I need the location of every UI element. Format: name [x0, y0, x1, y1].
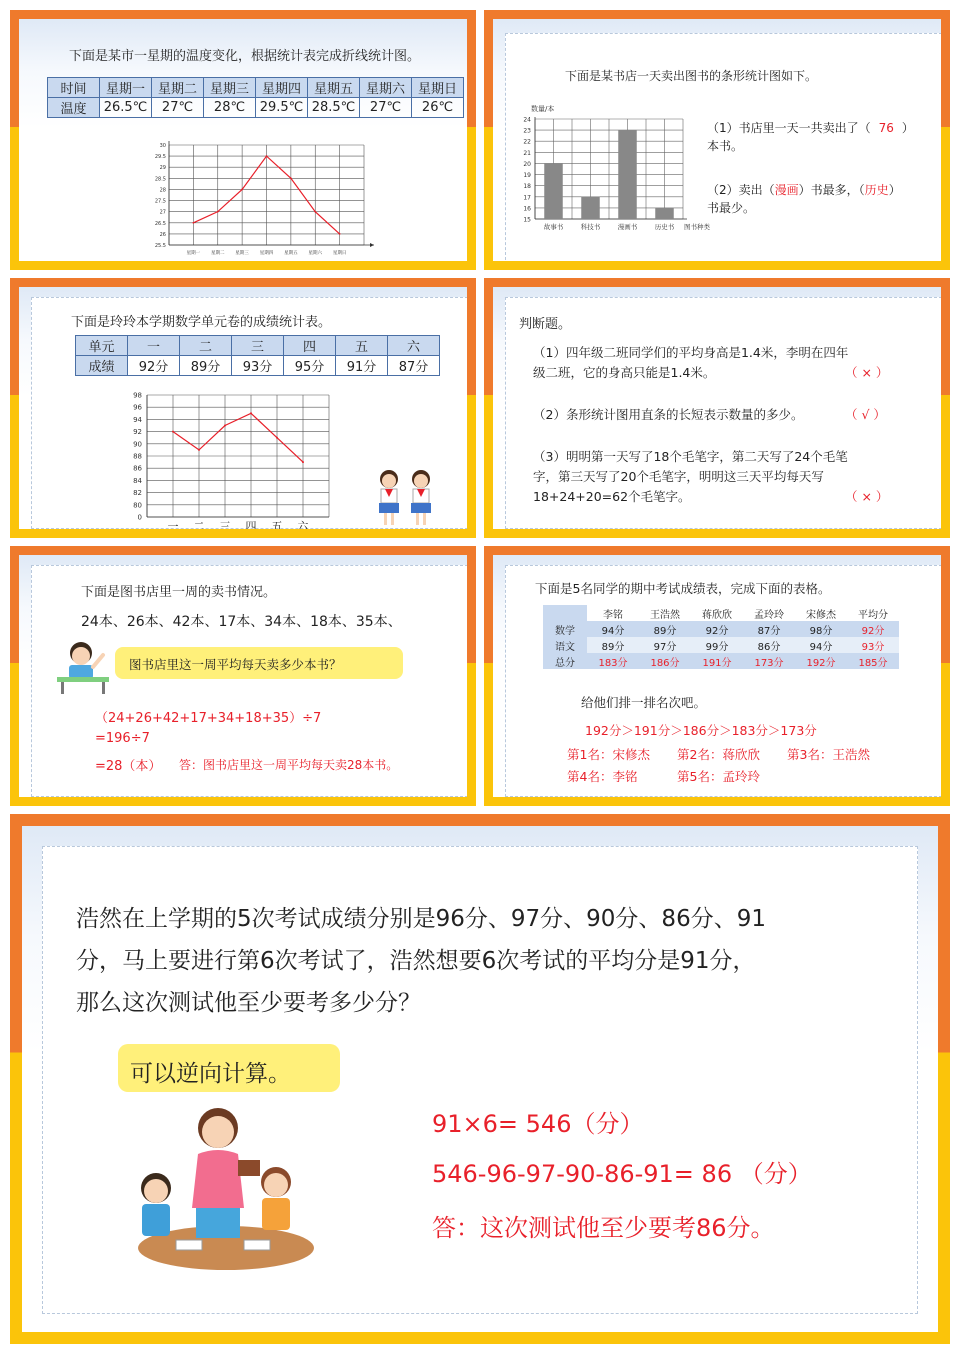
- hint-text: 可以逆向计算。: [130, 1061, 291, 1087]
- data-point: [266, 155, 268, 157]
- y-tick-label: 29: [159, 165, 166, 172]
- table-cell: 93分: [232, 356, 284, 376]
- table-cell: 数学: [543, 621, 587, 637]
- x-tick-label: 星期日: [332, 251, 347, 256]
- slide-content: [19, 287, 467, 532]
- temperature-table: [47, 77, 464, 118]
- data-point: [192, 222, 194, 224]
- x-tick-label: 二: [193, 520, 205, 532]
- q2-text: （2）卖出（: [707, 183, 775, 197]
- book-bar-chart: [513, 101, 713, 236]
- tf-item-2-mark: （ √ ）: [845, 407, 886, 422]
- table-cell: 86分: [743, 637, 795, 653]
- book-sales-list: 24本、26本、42本、17本、34本、18本、35本、: [81, 614, 402, 630]
- data-point: [198, 449, 200, 451]
- table-cell: 87分: [743, 621, 795, 637]
- temperature-line-chart: [139, 137, 379, 261]
- table-cell-answer: 192分: [795, 653, 847, 669]
- y-tick-label: 19: [523, 172, 531, 180]
- table-header-cell: 一: [128, 336, 180, 356]
- table-cell: 97分: [639, 637, 691, 653]
- y-tick-label: 27.5: [154, 198, 166, 205]
- rank-5: 第5名：孟玲玲: [677, 769, 760, 784]
- table-header-cell: 单元: [76, 336, 128, 356]
- q2-answer-least: 历史: [864, 183, 889, 197]
- table-cell: 87分: [388, 356, 440, 376]
- rank-2: 第2名：蒋欣欣: [677, 747, 760, 762]
- exam-score-table: [543, 605, 899, 669]
- tf-item-2-line1: （2）条形统计图用直条的长短表示数量的多少。: [533, 407, 804, 422]
- rank-3: 第3名：王浩然: [787, 747, 870, 762]
- data-point: [172, 431, 174, 433]
- table-header-cell: 星期六: [360, 78, 412, 98]
- slide-temperature: [10, 10, 476, 270]
- bar: [655, 208, 674, 219]
- x-tick-label: 星期四: [259, 251, 274, 256]
- score-order: 192分＞191分＞186分＞183分＞173分: [585, 723, 817, 738]
- y-tick-label: 17: [523, 194, 531, 202]
- problem-line-1: 浩然在上学期的5次考试成绩分别是96分、97分、90分、86分、91: [76, 906, 766, 932]
- tf-item-1-line2: 级二班，它的身高只能是1.4米。: [533, 365, 716, 380]
- slide1-prompt: 下面是某市一星期的温度变化，根据统计表完成折线统计图。: [69, 49, 421, 64]
- table-cell: 94分: [795, 637, 847, 653]
- table-cell: 92分: [128, 356, 180, 376]
- teacher-students-illustration: [126, 1098, 326, 1278]
- solution-step-1: （24+26+42+17+34+18+35）÷7: [95, 711, 322, 726]
- table-cell: 26℃: [412, 98, 464, 118]
- hint-bubble: [118, 1044, 340, 1092]
- table-cell-answer: 173分: [743, 653, 795, 669]
- table-header-cell: 蒋欣欣: [702, 609, 732, 621]
- tf-item-3-line2: 字，第三天写了20个毛笔字，明明这三天平均每天写: [533, 469, 824, 484]
- table-header-cell: 三: [232, 336, 284, 356]
- x-tick-label: 星期一: [186, 251, 201, 256]
- slide6-title: 下面是5名同学的期中考试成绩表，完成下面的表格。: [535, 581, 831, 596]
- q2-text-mid: ）书最多，（: [798, 183, 865, 197]
- solution-step-1: 91×6= 546（分）: [432, 1110, 644, 1138]
- table-cell: 89分: [587, 637, 639, 653]
- table-header-cell: 王浩然: [650, 609, 680, 621]
- table-cell-answer: 93分: [847, 637, 899, 653]
- slide2-title: 下面是某书店一天卖出图书的条形统计图如下。: [565, 69, 818, 83]
- table-cell: 成绩: [76, 356, 128, 376]
- slide2-q2: [707, 181, 901, 198]
- boy-illustration: [53, 637, 113, 695]
- table-header-cell: 星期五: [308, 78, 360, 98]
- slide5-title: 下面是图书店里一周的卖书情况。: [81, 585, 277, 600]
- data-point: [250, 412, 252, 414]
- table-header-cell: 星期二: [152, 78, 204, 98]
- x-tick-label: 六: [297, 520, 309, 532]
- slide-bookstore-average: [10, 546, 476, 806]
- table-cell: 92分: [691, 621, 743, 637]
- data-point: [217, 211, 219, 213]
- table-header-cell: 星期四: [256, 78, 308, 98]
- table-header-cell: 二: [180, 336, 232, 356]
- y-tick-label: 18: [523, 183, 531, 191]
- x-tick-label: 星期六: [308, 251, 322, 256]
- table-header-cell: 四: [284, 336, 336, 356]
- girls-illustration: [359, 467, 455, 529]
- slide-average-score-problem: [10, 814, 950, 1344]
- y-tick-label: 28: [159, 187, 166, 194]
- table-cell-answer: 92分: [847, 621, 899, 637]
- rank-prompt: 给他们排一排名次吧。: [581, 695, 707, 710]
- y-tick-label: 82: [133, 489, 142, 498]
- y-tick-label: 88: [133, 452, 142, 461]
- y-tick-label: 20: [523, 160, 531, 168]
- y-tick-label: 94: [133, 415, 142, 424]
- table-cell: 89分: [639, 621, 691, 637]
- slide-content: [493, 287, 941, 529]
- y-tick-label: 0: [137, 513, 142, 522]
- x-axis-arrow: [370, 243, 374, 247]
- y-tick-label: 24: [523, 116, 531, 124]
- x-tick-label: 历史书: [654, 223, 675, 231]
- data-point: [241, 189, 243, 191]
- x-tick-label: 三: [219, 520, 231, 532]
- table-cell: 95分: [284, 356, 336, 376]
- data-point: [224, 425, 226, 427]
- x-tick-label: 四: [245, 520, 257, 532]
- slide-true-false: [484, 278, 950, 538]
- y-tick-label: 96: [133, 403, 142, 412]
- x-tick-label: 星期三: [235, 251, 249, 256]
- rank-4: 第4名：李铭: [567, 769, 638, 784]
- table-cell: 总分: [543, 653, 587, 669]
- series-line: [173, 413, 303, 462]
- y-tick-label: 30: [159, 143, 166, 149]
- table-header-cell: 星期三: [204, 78, 256, 98]
- y-tick-label: 25.5: [154, 243, 166, 249]
- x-tick-label: 漫画书: [617, 223, 638, 231]
- x-tick-label: 故事书: [543, 223, 564, 231]
- solution-step-2: =196÷7: [95, 731, 150, 746]
- y-tick-label: 23: [523, 127, 531, 135]
- table-header-cell: 平均分: [858, 609, 888, 621]
- table-cell: 91分: [336, 356, 388, 376]
- y-tick-label: 22: [523, 138, 531, 146]
- y-tick-label: 27: [159, 209, 166, 216]
- x-tick-label: 科技书: [580, 223, 601, 231]
- y-tick-label: 28.5: [154, 176, 166, 183]
- table-cell: 26.5℃: [100, 98, 152, 118]
- score-line-chart: [119, 387, 339, 532]
- x-axis-label: 图书种类: [684, 223, 710, 231]
- table-cell: 28.5℃: [308, 98, 360, 118]
- table-header-cell: 孟玲玲: [754, 609, 784, 621]
- solution-answer: 答：这次测试他至少要考86分。: [432, 1214, 775, 1242]
- x-tick-label: 星期二: [211, 251, 225, 256]
- score-table: [75, 335, 440, 376]
- slide-math-scores: [10, 278, 476, 538]
- tf-item-3-line1: （3）明明第一天写了18个毛笔字，第二天写了24个毛笔: [533, 449, 848, 464]
- data-point: [339, 233, 341, 235]
- data-point: [290, 177, 292, 179]
- slide-content: [493, 19, 941, 261]
- y-tick-label: 29.5: [154, 154, 166, 161]
- y-tick-label: 21: [523, 149, 531, 157]
- slide2-q1-line2: 本书。: [707, 139, 744, 153]
- table-cell: 29.5℃: [256, 98, 308, 118]
- table-cell: 28℃: [204, 98, 256, 118]
- slide3-prompt: 下面是玲玲本学期数学单元卷的成绩统计表。: [71, 315, 332, 330]
- y-tick-label: 26: [159, 231, 166, 238]
- table-cell: 27℃: [152, 98, 204, 118]
- q1-text: （1）书店里一天一共卖出了（: [707, 121, 871, 135]
- question-bubble: [115, 647, 403, 679]
- table-cell: 94分: [587, 621, 639, 637]
- table-header-cell: [543, 605, 587, 621]
- table-cell: 98分: [795, 621, 847, 637]
- slide-book-bar: [484, 10, 950, 270]
- table-cell: 27℃: [360, 98, 412, 118]
- y-tick-label: 98: [133, 391, 142, 400]
- table-cell-answer: 183分: [587, 653, 639, 669]
- problem-line-3: 那么这次测试他至少要考多少分？: [76, 990, 421, 1016]
- table-header-cell: 星期日: [412, 78, 464, 98]
- data-point: [276, 437, 278, 439]
- table-cell: 99分: [691, 637, 743, 653]
- table-header-cell: 六: [388, 336, 440, 356]
- table-cell: 语文: [543, 637, 587, 653]
- q2-text-end: ）: [888, 183, 901, 197]
- rank-1: 第1名：宋修杰: [567, 747, 650, 762]
- y-tick-label: 90: [133, 440, 142, 449]
- x-tick-label: 一: [167, 520, 179, 532]
- table-header-cell: 时间: [48, 78, 100, 98]
- slide-content: [19, 555, 467, 797]
- y-tick-label: 26.5: [154, 220, 166, 227]
- table-cell: 温度: [48, 98, 100, 118]
- table-header-cell: 宋修杰: [806, 609, 836, 621]
- slide2-q2-line2: 书最少。: [707, 201, 756, 215]
- problem-line-2: 分，马上要进行第6次考试了，浩然想要6次考试的平均分是91分，: [76, 948, 756, 974]
- table-cell-answer: 186分: [639, 653, 691, 669]
- slide4-title: 判断题。: [519, 317, 572, 332]
- table-header-cell: 星期一: [100, 78, 152, 98]
- y-tick-label: 16: [523, 205, 531, 213]
- y-tick-label: 92: [133, 428, 142, 437]
- table-cell: 89分: [180, 356, 232, 376]
- table-header-cell: 五: [336, 336, 388, 356]
- tf-item-3-line3: 18+24+20=62个毛笔字。: [533, 489, 691, 504]
- slide-content: [22, 826, 938, 1332]
- slide-exam-ranking: [484, 546, 950, 806]
- y-tick-label: 84: [133, 476, 142, 485]
- question-text: 图书店里这一周平均每天卖多少本书？: [129, 657, 342, 672]
- solution-answer: 答：图书店里这一周平均每天卖28本书。: [179, 758, 399, 772]
- y-tick-label: 80: [133, 501, 142, 510]
- q2-answer-most: 漫画: [774, 183, 799, 197]
- x-tick-label: 五: [271, 520, 283, 532]
- bar: [618, 130, 637, 219]
- table-header-cell: 李铭: [603, 609, 623, 621]
- bar: [581, 197, 600, 219]
- x-tick-label: 星期五: [284, 251, 298, 256]
- y-axis-label: 数量/本: [531, 105, 555, 113]
- y-tick-label: 15: [523, 216, 531, 224]
- tf-item-1-mark: （ × ）: [845, 365, 889, 380]
- solution-step-3: =28（本）: [95, 759, 162, 774]
- tf-item-3-mark: （ × ）: [845, 489, 889, 504]
- data-point: [302, 461, 304, 463]
- q1-answer: 76: [878, 121, 894, 135]
- slide2-q1: [707, 119, 914, 136]
- tf-item-1-line1: （1）四年级二班同学们的平均身高是1.4米，李明在四年: [533, 345, 849, 360]
- data-point: [314, 211, 316, 213]
- solution-step-2: 546-96-97-90-86-91= 86 （分）: [432, 1160, 812, 1188]
- slide-content: [493, 555, 941, 797]
- slide-content: [19, 19, 467, 261]
- table-cell-answer: 191分: [691, 653, 743, 669]
- bar: [544, 163, 563, 219]
- q1-text-end: ）: [901, 121, 914, 135]
- table-cell-answer: 185分: [847, 653, 899, 669]
- y-tick-label: 86: [133, 464, 142, 473]
